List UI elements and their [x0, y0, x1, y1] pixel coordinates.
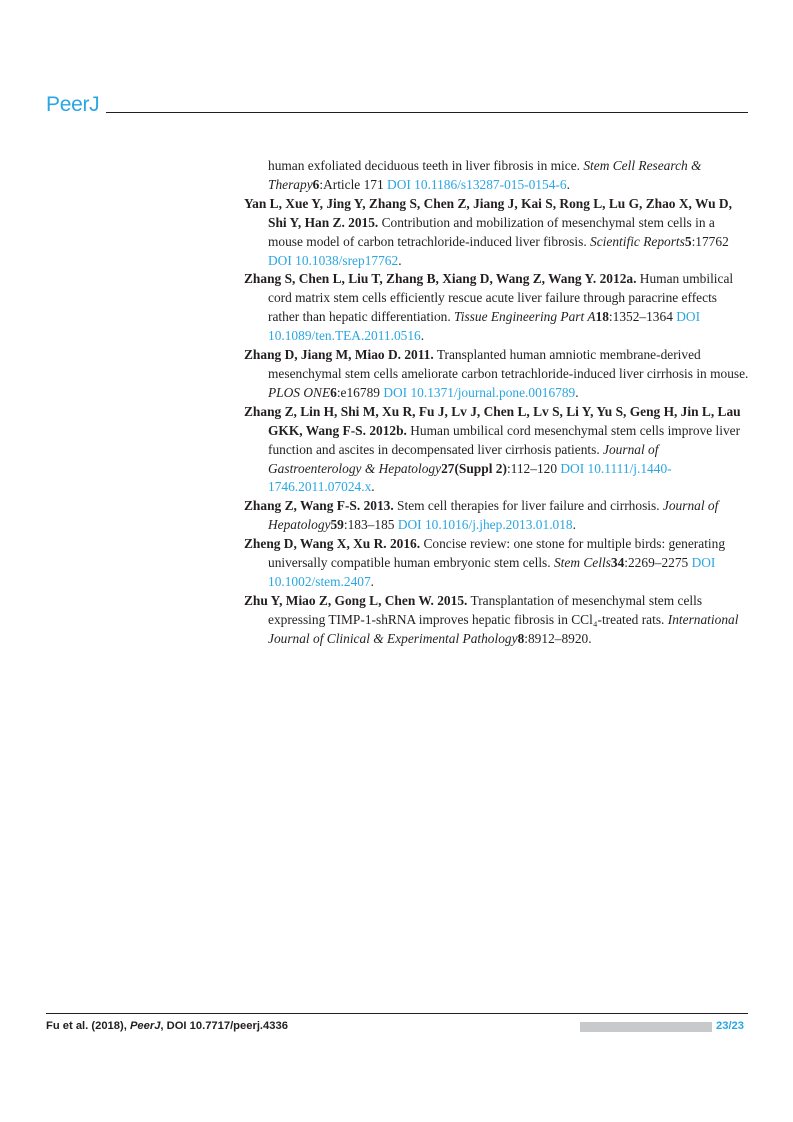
reference-doi-link[interactable]: DOI 10.1111/j.1440-1746.2011.07024.x — [268, 460, 672, 495]
reference-end: . — [572, 517, 576, 533]
reference-doi-link[interactable]: DOI 10.1089/ten.TEA.2011.0516 — [268, 309, 701, 344]
reference-volume: 6 — [312, 176, 320, 192]
footer-citation-doi: , DOI 10.7717/peerj.4336 — [160, 1020, 288, 1032]
reference-title: Transplanted human amniotic membrane-derived mesenchymal stem cells ameliorate carbon tetrachloride-induced liver cirrhosis in mouse. — [268, 347, 749, 381]
reference-authors: Yan L, Xue Y, Jing Y, Zhang S, Chen Z, Jiang J, Kai S, Rong L, Lu G, Zhao X, Wu D, Shi Y, Han Z. 2015. — [244, 195, 732, 230]
reference-entry — [244, 346, 750, 403]
page-number: 23/23 — [716, 1020, 744, 1032]
reference-volume: 34 — [610, 555, 625, 571]
reference-journal: Scientific Reports — [590, 233, 685, 249]
reference-end: . — [575, 384, 579, 400]
reference-end: . — [370, 573, 375, 589]
reference-title: Human umbilical cord matrix stem cells efficiently rescue acute liver failure through paracrine effects rather than hepatic differentiation. — [268, 271, 734, 325]
reference-journal: PLOS ONE — [268, 384, 331, 400]
reference-entry — [244, 403, 750, 498]
reference-title: human exfoliated deciduous teeth in liver fibrosis in mice. — [268, 158, 584, 173]
footer-rule — [46, 1013, 748, 1014]
reference-journal: Stem Cells — [553, 555, 611, 571]
reference-journal: Journal of Gastroenterology & Hepatology — [268, 441, 659, 476]
peerj-logo: PeerJ — [46, 93, 100, 116]
reference-authors: Zhu Y, Miao Z, Gong L, Chen W. 2015. — [244, 592, 468, 608]
reference-pages: :2269–2275 — [624, 555, 692, 571]
reference-authors: Zheng D, Wang X, Xu R. 2016. — [244, 536, 421, 552]
reference-entry — [244, 195, 750, 271]
reference-volume: 18 — [595, 309, 609, 325]
reference-volume: 5 — [684, 233, 692, 249]
reference-authors: Zhang S, Chen L, Liu T, Zhang B, Xiang D, Wang Z, Wang Y. 2012a. — [244, 271, 637, 287]
reference-entry — [244, 270, 750, 346]
reference-doi-link[interactable]: DOI 10.1371/journal.pone.0016789 — [383, 384, 576, 400]
reference-end: . — [371, 479, 375, 495]
header-rule — [106, 112, 748, 113]
reference-title: Human umbilical cord mesenchymal stem cells improve liver function and ascites in decompensated liver cirrhosis patients. — [268, 422, 741, 457]
reference-end: . — [398, 252, 402, 268]
reference-journal: Stem Cell Research & Therapy — [268, 158, 702, 192]
reference-pages: :183–185 — [343, 517, 398, 533]
reference-list — [244, 157, 750, 649]
reference-authors: Zhang Z, Wang F-S. 2013. — [244, 498, 394, 514]
reference-entry — [244, 497, 750, 535]
reference-journal: International Journal of Clinical & Experimental Pathology — [268, 611, 739, 646]
reference-end: . — [566, 176, 570, 192]
reference-title: Contribution and mobilization of mesenchymal stem cells in a mouse model of carbon tetrachloride-induced liver fibrosis. — [268, 214, 715, 249]
reference-volume: 27(Suppl 2) — [441, 460, 507, 476]
reference-doi-link[interactable]: DOI 10.1002/stem.2407 — [268, 555, 716, 589]
reference-doi-link[interactable]: DOI 10.1186/s13287-015-0154-6 — [387, 176, 567, 192]
reference-pages: :8912–8920. — [524, 630, 592, 646]
reference-title: Stem cell therapies for liver failure and cirrhosis. — [393, 498, 663, 514]
reference-pages: :Article 171 — [319, 176, 388, 192]
reference-doi-link[interactable]: DOI 10.1016/j.jhep.2013.01.018 — [397, 517, 573, 533]
reference-pages: :17762 — [691, 233, 729, 249]
footer-citation — [46, 1020, 288, 1032]
reference-volume: 8 — [517, 630, 525, 646]
reference-authors: Zhang Z, Lin H, Shi M, Xu R, Fu J, Lv J, Chen L, Lv S, Li Y, Yu S, Geng H, Jin L, Lau GKK, Wang F-S. 2012b. — [244, 403, 741, 438]
reference-pages: :1352–1364 — [608, 309, 677, 325]
footer-citation-journal: PeerJ — [129, 1020, 161, 1032]
reference-authors: Zhang D, Jiang M, Miao D. 2011. — [244, 347, 434, 363]
footer-progress-bar — [580, 1022, 712, 1032]
reference-volume: 6 — [330, 384, 337, 400]
reference-entry — [244, 592, 750, 649]
reference-pages: :112–120 — [506, 460, 561, 476]
reference-end: . — [420, 328, 425, 344]
reference-doi-link[interactable]: DOI 10.1038/srep17762 — [268, 252, 399, 268]
reference-volume: 59 — [330, 517, 344, 533]
reference-journal: Tissue Engineering Part A — [454, 309, 596, 325]
reference-pages: :e16789 — [336, 384, 384, 400]
reference-title: Concise review: one stone for multiple birds: generating universally compatible human embryonic stem cells. — [268, 536, 726, 571]
footer-citation-prefix: Fu et al. (2018), — [46, 1020, 130, 1032]
reference-entry — [244, 535, 750, 592]
reference-journal: Journal of Hepatology — [268, 498, 719, 533]
reference-entry — [244, 157, 750, 195]
reference-title: Transplantation of mesenchymal stem cells expressing TIMP-1-shRNA improves hepatic fibrosis in CCl₄-treated rats. — [268, 592, 703, 627]
